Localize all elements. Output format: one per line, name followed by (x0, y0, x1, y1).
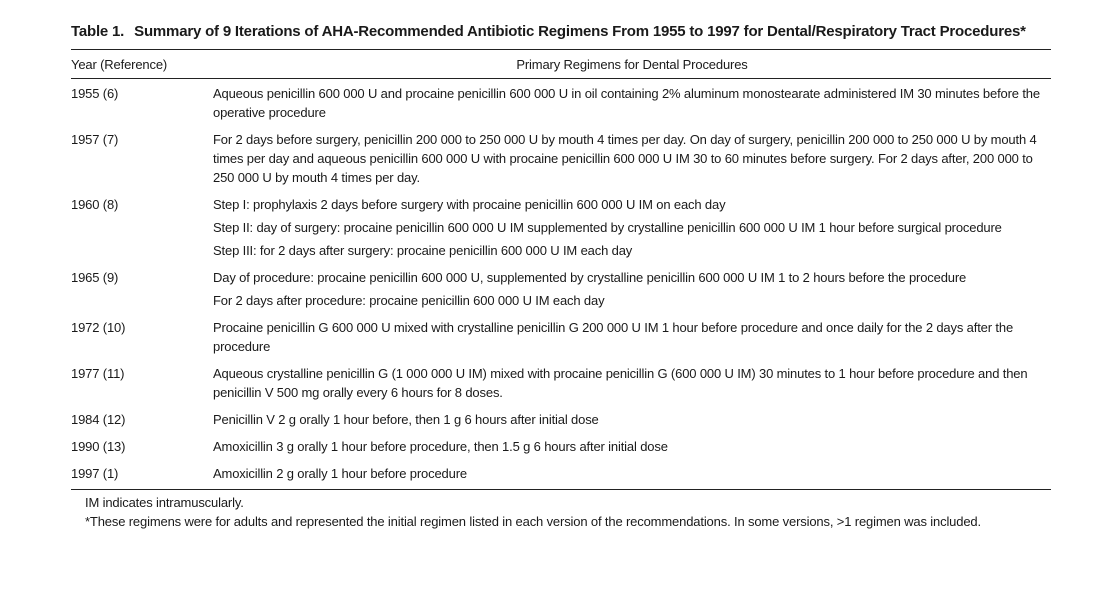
regimen-cell (213, 314, 1051, 360)
regimen-text: Step II: day of surgery: procaine penicillin 600 000 U IM supplemented by crystalline penicillin 600 000 U IM 1 hour before surgical procedure (213, 220, 1002, 235)
regimen-text: For 2 days after procedure: procaine penicillin 600 000 U IM each day (213, 293, 605, 308)
year-cell: 1984 (12) (71, 412, 126, 427)
regimen-cell (213, 264, 1051, 314)
bottom-rule (71, 489, 1051, 490)
year-cell: 1990 (13) (71, 439, 126, 454)
regimen-text: For 2 days before surgery, penicillin 200 000 to 250 000 U by mouth 4 times per day. On day of surgery, penicillin 200 000 to 250 000 U by mouth 4 times per day and aqueous penicillin 600 000 U with procaine penicillin 600 000 U IM 30 to 60 minutes before surgery. For 2 days after, 200 000 to 250 000 U by mouth 4 times per day. (213, 132, 1037, 185)
table-title (71, 22, 1051, 41)
regimen-text: Step I: prophylaxis 2 days before surgery with procaine penicillin 600 000 U IM on each day (213, 197, 726, 212)
table-container (71, 22, 1051, 531)
regimen-cell (213, 460, 1051, 489)
header-row (71, 50, 1051, 79)
regimen-text: Day of procedure: procaine penicillin 600 000 U, supplemented by crystalline penicillin 600 000 U IM 1 to 2 hours before the procedure (213, 270, 967, 285)
year-cell: 1997 (1) (71, 466, 119, 481)
table-row (71, 264, 1051, 314)
regimen-cell (213, 433, 1051, 460)
regimen-cell (213, 126, 1051, 191)
table-body (71, 79, 1051, 490)
regimen-table (71, 50, 1051, 489)
table-label: Table 1. (71, 23, 125, 40)
regimen-text: Aqueous penicillin 600 000 U and procaine penicillin 600 000 U in oil containing 2% aluminum monostearate administered IM 30 minutes before the operative procedure (213, 86, 1040, 120)
table-title-text: Summary of 9 Iterations of AHA-Recommended Antibiotic Regimens From 1955 to 1997 for Dental/Respiratory Tract Procedures* (134, 23, 1026, 40)
regimen-text: Step III: for 2 days after surgery: procaine penicillin 600 000 U IM each day (213, 243, 633, 258)
year-cell: 1960 (8) (71, 197, 119, 212)
table-row (71, 360, 1051, 406)
year-cell: 1972 (10) (71, 320, 126, 335)
regimen-cell (213, 191, 1051, 264)
footnote: *These regimens were for adults and represented the initial regimen listed in each version of the recommendations. In some versions, >1 regimen was included. (85, 514, 981, 529)
year-cell: 1977 (11) (71, 366, 125, 381)
table-row (71, 460, 1051, 489)
year-cell: 1955 (6) (71, 86, 119, 101)
table-row (71, 79, 1051, 127)
table-row (71, 433, 1051, 460)
regimen-text: Aqueous crystalline penicillin G (1 000 000 U IM) mixed with procaine penicillin G (600 000 U IM) 30 minutes to 1 hour before procedure and then penicillin V 500 mg orally every 6 hours for 8 doses. (213, 366, 1028, 400)
header-regimen: Primary Regimens for Dental Procedures (213, 50, 1051, 79)
table-row (71, 126, 1051, 191)
regimen-cell (213, 360, 1051, 406)
regimen-cell (213, 406, 1051, 433)
regimen-text: Penicillin V 2 g orally 1 hour before, then 1 g 6 hours after initial dose (213, 412, 599, 427)
header-year: Year (Reference) (71, 50, 213, 79)
table-row (71, 314, 1051, 360)
table-row (71, 406, 1051, 433)
regimen-text: Amoxicillin 2 g orally 1 hour before procedure (213, 466, 467, 481)
regimen-cell (213, 79, 1051, 127)
footnotes (71, 493, 1051, 531)
regimen-text: Procaine penicillin G 600 000 U mixed with crystalline penicillin G 200 000 U IM 1 hour before procedure and once daily for the 2 days after the procedure (213, 320, 1014, 354)
year-cell: 1957 (7) (71, 132, 119, 147)
table-row (71, 191, 1051, 264)
regimen-text: Amoxicillin 3 g orally 1 hour before procedure, then 1.5 g 6 hours after initial dose (213, 439, 668, 454)
footnote: IM indicates intramuscularly. (85, 495, 244, 510)
year-cell: 1965 (9) (71, 270, 119, 285)
